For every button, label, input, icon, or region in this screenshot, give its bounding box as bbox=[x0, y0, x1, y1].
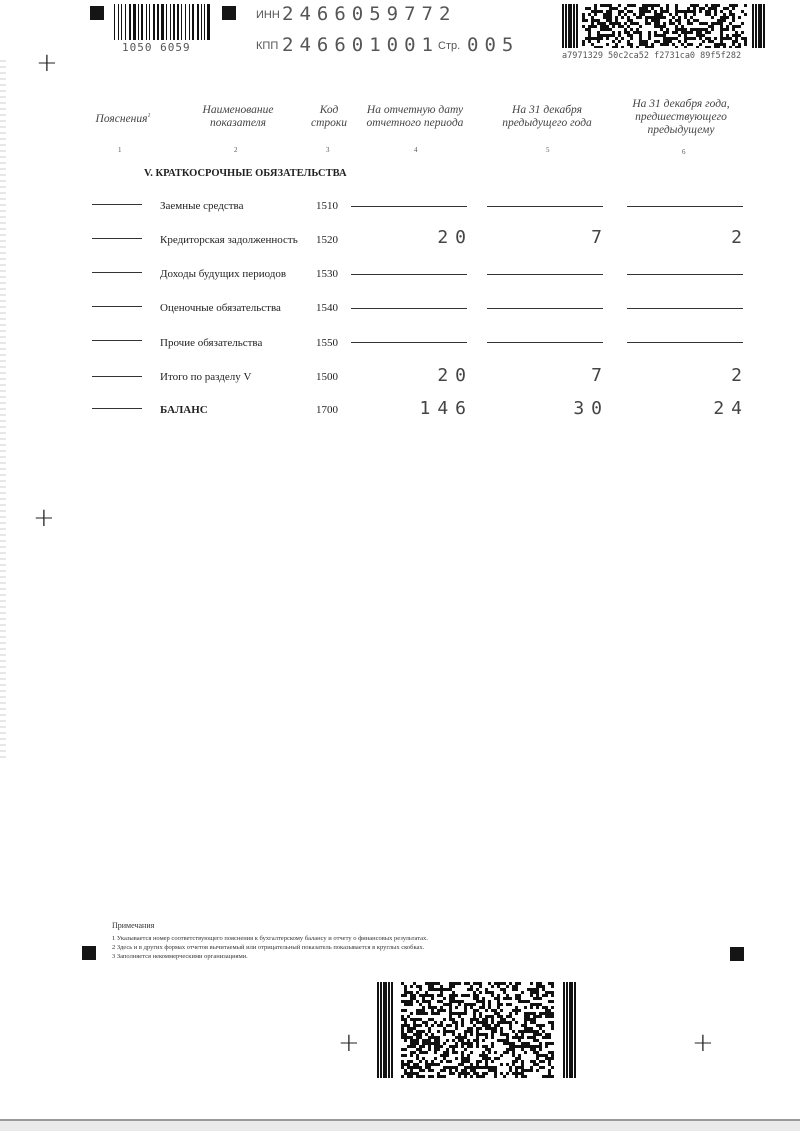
column-header-reporting-date: На отчетную дату отчетного периода bbox=[366, 104, 464, 129]
page-edge-shadow bbox=[0, 1121, 800, 1131]
note-line: 1 Указывается номер соответствующего пояснения к бухгалтерскому балансу и отчету о финансовых результатах. bbox=[112, 935, 428, 942]
bottom-pdf417-barcode bbox=[377, 982, 577, 1078]
value-dash bbox=[487, 308, 603, 309]
row-code: 1500 bbox=[316, 371, 338, 383]
explanation-dash bbox=[92, 340, 142, 341]
explanation-dash bbox=[92, 238, 142, 239]
barcode-hash: a7971329 50c2ca52 f2731ca0 89f5f282 bbox=[562, 51, 742, 61]
column-number: 1 bbox=[118, 146, 122, 154]
row-code: 1540 bbox=[316, 302, 338, 314]
explanation-dash bbox=[92, 204, 142, 205]
value-dash bbox=[487, 206, 603, 207]
value-dash bbox=[351, 274, 467, 275]
explanation-dash bbox=[92, 306, 142, 307]
page-number: 005 bbox=[467, 34, 520, 56]
value-dash bbox=[351, 206, 467, 207]
kpp-value: 246601001 bbox=[282, 34, 439, 56]
value-dash bbox=[487, 274, 603, 275]
row-code: 1520 bbox=[316, 234, 338, 246]
crosshair-icon: + bbox=[36, 48, 58, 78]
value-dash bbox=[351, 308, 467, 309]
explanation-dash bbox=[92, 272, 142, 273]
column-header-year-before-prev: На 31 декабря года, предшествующего предыдущему bbox=[632, 98, 730, 136]
page-label: Стр. bbox=[438, 40, 461, 52]
scan-edge bbox=[0, 60, 6, 760]
column-number: 2 bbox=[234, 146, 238, 154]
row-label: Кредиторская задолженность bbox=[160, 234, 298, 246]
value-dash bbox=[627, 206, 743, 207]
value-dash bbox=[627, 308, 743, 309]
section-title: V. КРАТКОСРОЧНЫЕ ОБЯЗАТЕЛЬСТВА bbox=[144, 168, 347, 179]
value-prev-year: 30 bbox=[573, 398, 609, 419]
value-reporting-date: 20 bbox=[437, 227, 473, 248]
inn-value: 2466059772 bbox=[282, 3, 457, 25]
column-number: 4 bbox=[414, 146, 418, 154]
row-label: Доходы будущих периодов bbox=[160, 268, 287, 280]
row-code: 1510 bbox=[316, 200, 338, 212]
pdf417-barcode bbox=[562, 4, 766, 48]
row-label: Заемные средства bbox=[160, 200, 244, 212]
row-code: 1550 bbox=[316, 337, 338, 349]
explanation-dash bbox=[92, 376, 142, 377]
column-header-code: Код строки bbox=[310, 104, 348, 129]
crosshair-icon: + bbox=[692, 1028, 714, 1058]
value-year-before-prev: 24 bbox=[713, 398, 749, 419]
row-label-balance: БАЛАНС bbox=[160, 404, 208, 416]
crosshair-icon: + bbox=[338, 1028, 360, 1058]
crosshair-icon: + bbox=[33, 503, 55, 533]
row-code: 1530 bbox=[316, 268, 338, 280]
row-label: Прочие обязательства bbox=[160, 337, 263, 349]
column-header-prev-year: На 31 декабря предыдущего года bbox=[502, 104, 592, 129]
inn-label: ИНН bbox=[256, 9, 280, 21]
value-reporting-date: 146 bbox=[419, 398, 473, 419]
value-dash bbox=[627, 342, 743, 343]
value-prev-year: 7 bbox=[591, 227, 609, 248]
column-number: 5 bbox=[546, 146, 550, 154]
barcode-number: 1050 6059 bbox=[122, 41, 191, 54]
notes-title: Примечания bbox=[112, 921, 155, 930]
row-label: Итого по разделу V bbox=[160, 371, 252, 383]
note-line: 3 Заполняется некоммерческими организациями. bbox=[112, 953, 248, 960]
row-label: Оценочные обязательства bbox=[160, 302, 281, 314]
value-dash bbox=[487, 342, 603, 343]
value-dash bbox=[351, 342, 467, 343]
kpp-label: КПП bbox=[256, 40, 279, 52]
value-year-before-prev: 2 bbox=[731, 227, 749, 248]
registration-mark bbox=[90, 6, 104, 20]
column-header-explanations: Пояснения$^1$ bbox=[95, 112, 151, 125]
value-dash bbox=[627, 274, 743, 275]
value-prev-year: 7 bbox=[591, 365, 609, 386]
row-code: 1700 bbox=[316, 404, 338, 416]
note-line: 2 Здесь и в других формах отчетов вычитаемый или отрицательный показатель показывается в круглых скобках. bbox=[112, 944, 425, 951]
column-number: 3 bbox=[326, 146, 330, 154]
registration-mark bbox=[730, 947, 744, 961]
column-number: 6 bbox=[682, 148, 686, 156]
registration-mark bbox=[222, 6, 236, 20]
explanation-dash bbox=[92, 408, 142, 409]
value-reporting-date: 20 bbox=[437, 365, 473, 386]
value-year-before-prev: 2 bbox=[731, 365, 749, 386]
registration-mark bbox=[82, 946, 96, 960]
column-header-indicator: Наименование показателя bbox=[202, 104, 274, 129]
linear-barcode bbox=[114, 4, 210, 40]
